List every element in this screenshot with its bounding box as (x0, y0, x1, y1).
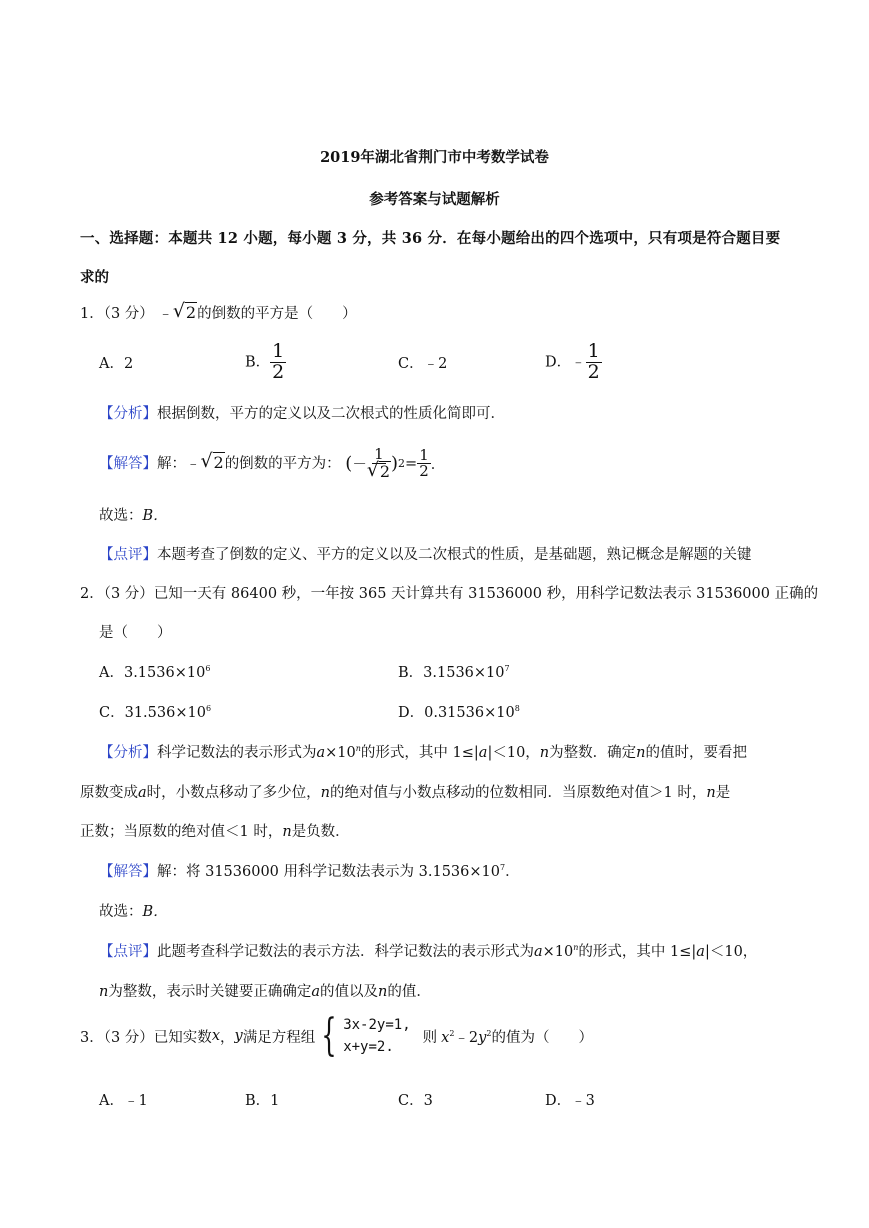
q3-option-d: D．﹣3 (545, 1093, 595, 1109)
equation-system: 3x-2y=1, x+y=2. (343, 1017, 411, 1055)
q2-option-a: A．$3.1536\times 10^6$ (99, 664, 211, 681)
q2-option-b: B．$3.1536\times 10^7$ (398, 664, 510, 681)
sqrt-expression: √ 2 (173, 303, 197, 322)
comment-tag: 【点评】 (99, 547, 157, 563)
page-title: 2019年湖北省荆门市中考数学试卷 (320, 149, 549, 166)
q1-comment: 【点评】本题考查了倒数的定义、平方的定义以及二次根式的性质，是基础题，熟记概念是解题的关键 (99, 547, 752, 563)
q1-solution: 【解答】解：﹣√ 2的倒数的平方为： ( － 1 √ 2 ) 2 = $\frac{1}{2}$ ． (99, 447, 445, 481)
question-3-stem: 3．（3 分）已知实数 x ， y 满足方程组 { 3x-2y=1, x+y=2. 则 $x^2﹣2y^2$ 的值为（ ） (80, 1010, 593, 1061)
fraction: $\frac{1}{2}$ (587, 340, 600, 383)
q2-comment-line1: 【点评】此题考查科学记数法的表示方法．科学记数法的表示形式为$a\times 10^n$的形式，其中 1≤|a|＜10， (99, 943, 758, 960)
section-heading-line1: 一、选择题：本题共 12 小题，每小题 3 分，共 36 分．在每小题给出的四个选项中，只有项是符合题目要 (80, 230, 781, 247)
solution-tag: 【解答】 (99, 455, 157, 472)
comment-tag: 【点评】 (99, 944, 157, 960)
question-2-stem-line2: 是（ ） (99, 625, 172, 641)
question-number: 1．（3 分） (80, 306, 154, 322)
solution-tag: 【解答】 (99, 864, 157, 880)
sqrt-expression: √ 2 (201, 453, 225, 472)
question-stem-text: 的倒数的平方是（ ） (197, 306, 357, 322)
question-1-stem (80, 302, 357, 323)
analysis-tag: 【分析】 (99, 745, 157, 761)
q2-analysis-line2: 原数变成a时，小数点移动了多少位，n的绝对值与小数点移动的位数相同．当原数绝对值＞1 时，n是 (80, 785, 731, 801)
q2-option-d: D．$0.31536\times 10^8$ (398, 704, 520, 721)
q2-solution: 【解答】解：将 31536000 用科学记数法表示为 $3.1536\times 10^7$． (99, 863, 520, 880)
q2-analysis-line3: 正数；当原数的绝对值＜1 时，n是负数． (80, 824, 350, 840)
q2-analysis-line1: 【分析】科学记数法的表示形式为$a\times 10^n$的形式，其中 1≤|a|＜10，n为整数．确定n的值时，要看把 (99, 744, 747, 761)
q1-analysis: 【分析】根据倒数，平方的定义以及二次根式的性质化简即可． (99, 406, 505, 422)
q1-option-a: A．2 (99, 356, 134, 372)
solution-formula: ( － 1 √ 2 ) 2 = $\frac{1}{2}$ ． (345, 447, 445, 481)
section-heading-line2: 求的 (80, 269, 109, 286)
question-2-stem-line1: 2．（3 分）已知一天有 86400 秒，一年按 365 天计算共有 31536000 秒，用科学记数法表示 31536000 正确的 (80, 586, 819, 602)
q1-option-c: C．﹣2 (398, 356, 448, 372)
q2-option-c: C．$31.536\times 10^6$ (99, 704, 212, 721)
minus-sign: ﹣ (158, 306, 173, 322)
q2-comment-line2: n为整数，表示时关键要正确确定a的值以及n的值． (99, 984, 431, 1000)
q3-option-c: C．3 (398, 1093, 433, 1109)
q1-choice: 故选：B． (99, 508, 168, 524)
page-subtitle: 参考答案与试题解析 (369, 191, 500, 208)
analysis-tag: 【分析】 (99, 406, 157, 422)
q1-option-d: D．﹣ $\frac{1}{2}$ (545, 340, 600, 383)
q2-choice: 故选：B． (99, 904, 168, 920)
left-brace: { (321, 1010, 337, 1061)
q1-option-b: B． $\frac{1}{2}$ (245, 340, 285, 383)
q3-option-a: A．﹣1 (99, 1093, 148, 1109)
fraction: $\frac{1}{2}$ (272, 340, 285, 383)
q3-option-b: B．1 (245, 1093, 280, 1109)
